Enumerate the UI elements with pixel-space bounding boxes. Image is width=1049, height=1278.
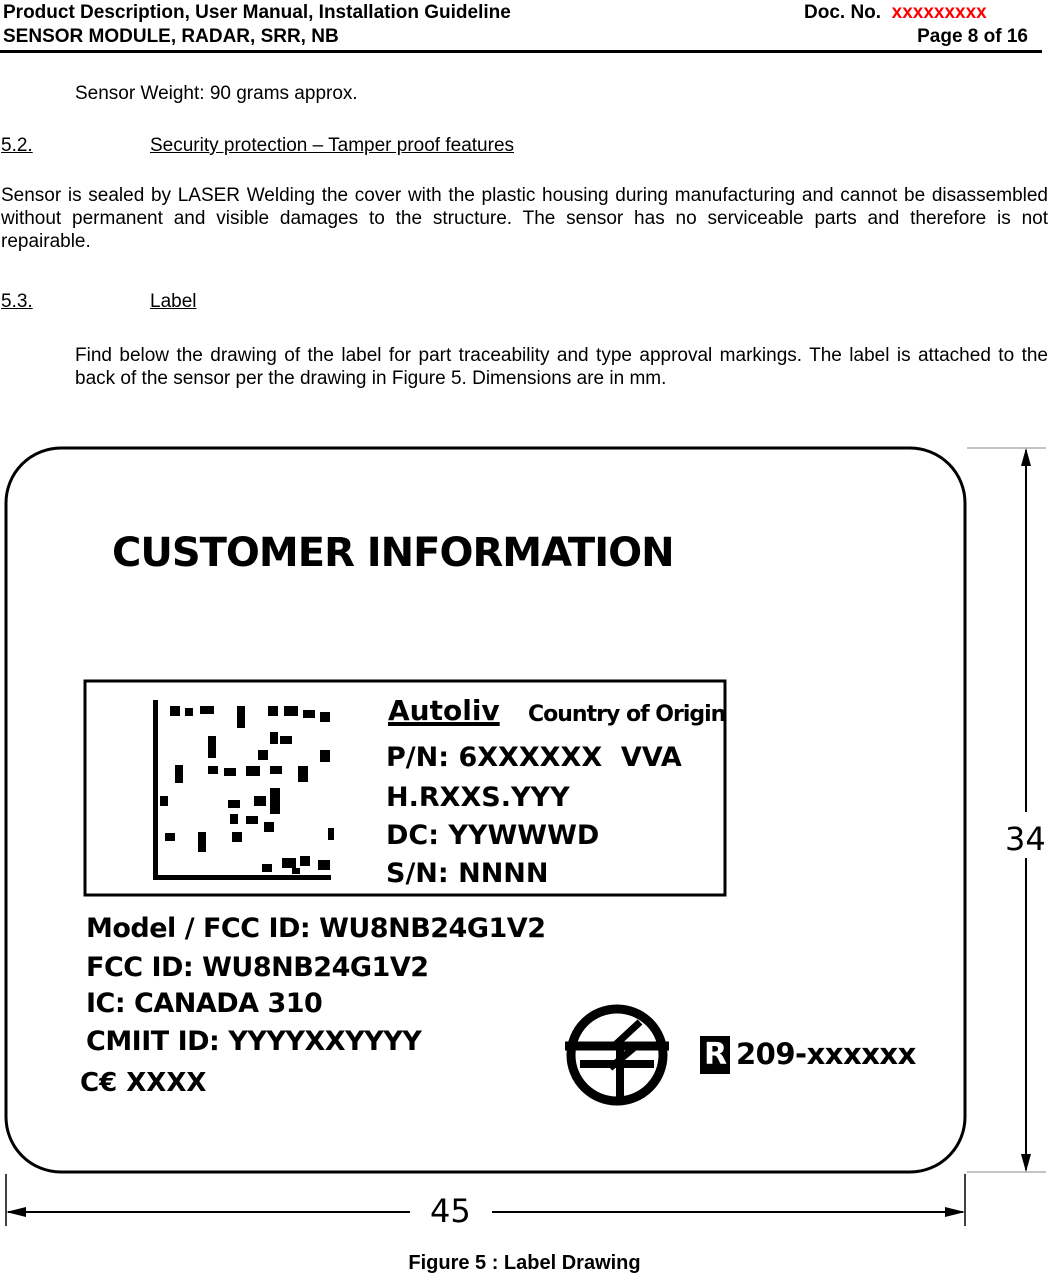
label-heading: CUSTOMER INFORMATION (112, 530, 674, 576)
ce-mark-icon: C€ (80, 1068, 118, 1098)
dimension-height: 34 (1005, 820, 1046, 858)
section-5-2-number: 5.2. (1, 135, 33, 156)
page-number: Page 8 of 16 (917, 26, 1028, 47)
country-of-origin: Country of Origin (528, 702, 726, 727)
r-mark-letter: R (704, 1037, 728, 1072)
header-title-line1: Product Description, User Manual, Installation Guideline (3, 2, 511, 23)
serial-number: S/N: NNNN (386, 858, 549, 889)
section-5-3-number: 5.3. (1, 291, 33, 312)
ic-number: IC: CANADA 310 (86, 988, 323, 1019)
paragraph-5-3: Find below the drawing of the label for part traceability and type approval markings. The label is attached to the back of the sensor per the drawing in Figure 5. Dimensions are in mm. (75, 345, 1048, 389)
fcc-id: FCC ID: WU8NB24G1V2 (86, 952, 429, 983)
dimension-width: 45 (430, 1192, 471, 1230)
doc-number (804, 2, 987, 24)
autoliv-logo: Autoliv (388, 694, 500, 727)
sensor-weight: Sensor Weight: 90 grams approx. (75, 83, 358, 104)
ce-number: XXXX (126, 1068, 207, 1098)
figure-caption: Figure 5 : Label Drawing (408, 1252, 641, 1274)
telec-mark-icon (565, 1009, 669, 1102)
ce-marking (80, 1068, 206, 1098)
header-title-line2: SENSOR MODULE, RADAR, SRR, NB (3, 26, 339, 47)
doc-number-value: xxxxxxxxx (891, 2, 987, 23)
model-fcc-id: Model / FCC ID: WU8NB24G1V2 (86, 913, 546, 944)
doc-number-label: Doc. No. (804, 2, 882, 23)
date-code: DC: YYWWWD (386, 820, 600, 851)
cmiit-id: CMIIT ID: YYYYXXYYYY (86, 1026, 422, 1057)
part-number: P/N: 6XXXXXX VVA (386, 742, 682, 773)
hardware-revision: H.RXXS.YYY (386, 782, 570, 813)
header-rule (0, 50, 1042, 53)
telec-number: 209-xxxxxx (736, 1037, 916, 1071)
section-5-3-title: Label (150, 291, 197, 312)
section-5-2-title: Security protection – Tamper proof features (150, 135, 515, 156)
data-matrix-code (153, 700, 334, 880)
paragraph-5-2: Sensor is sealed by LASER Welding the cover with the plastic housing during manufacturing and cannot be disassembled without permanent and visible damages to the structure. The sensor has no serviceable parts and therefore is not repairable. (1, 185, 1048, 252)
label-drawing (0, 440, 1049, 1230)
